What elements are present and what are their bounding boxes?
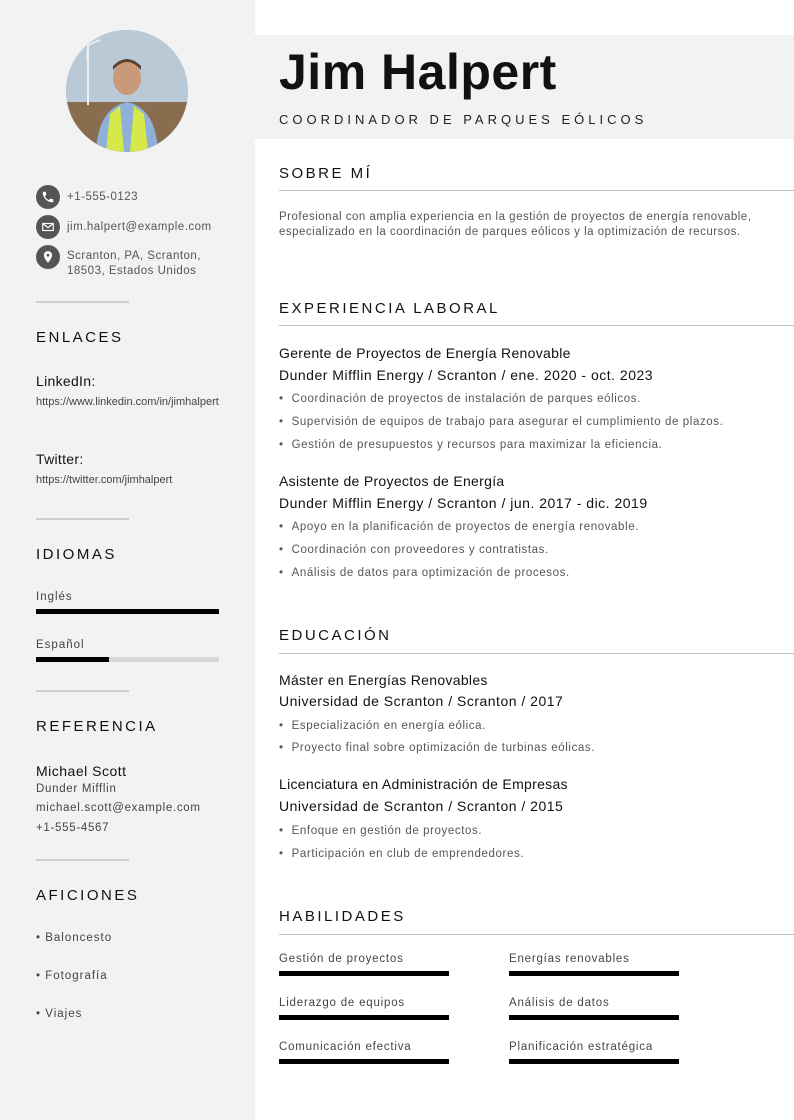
profile-role: COORDINADOR DE PARQUES EÓLICOS (279, 112, 648, 127)
job-bullet: • Apoyo en la planificación de proyectos de energía renovable. (279, 521, 639, 533)
education-subtitle: Universidad de Scranton / Scranton / 2015 (279, 798, 564, 814)
skill-name: Comunicación efectiva (279, 1041, 412, 1053)
job-subtitle: Dunder Mifflin Energy / Scranton / jun. 2017 - dic. 2019 (279, 495, 648, 511)
hobby-item: • Viajes (36, 1008, 83, 1020)
education-subtitle: Universidad de Scranton / Scranton / 2017 (279, 693, 564, 709)
main-content (255, 0, 794, 1120)
sidebar (0, 0, 255, 1120)
skill-level-bar (279, 1015, 449, 1020)
sidebar-divider (36, 301, 129, 303)
hobby-label: Fotografía (45, 970, 108, 982)
hobby-label: Baloncesto (45, 932, 113, 944)
skill-name: Liderazgo de equipos (279, 997, 405, 1009)
location-pin-icon (36, 245, 60, 269)
linkedin-url[interactable]: https://www.linkedin.com/in/jimhalpert (36, 396, 219, 408)
section-rule (279, 653, 794, 654)
skill-name: Energías renovables (509, 953, 630, 965)
section-rule (279, 934, 794, 935)
reference-name: Michael Scott (36, 763, 127, 779)
skill-level-bar (279, 971, 449, 976)
languages-title: IDIOMAS (36, 546, 117, 563)
language-name: Español (36, 639, 85, 651)
skill-level-bar (509, 971, 679, 976)
language-name: Inglés (36, 591, 73, 603)
contact-phone: +1-555-0123 (67, 191, 139, 203)
skill-level-bar (279, 1059, 449, 1064)
profile-photo (66, 30, 188, 152)
job-title: Gerente de Proyectos de Energía Renovable (279, 345, 571, 361)
job-bullet: • Coordinación de proyectos de instalación de parques eólicos. (279, 393, 641, 405)
skill-name: Planificación estratégica (509, 1041, 654, 1053)
education-title-item: Máster en Energías Renovables (279, 672, 488, 688)
skills-title: HABILIDADES (279, 908, 406, 925)
sidebar-divider (36, 859, 129, 861)
education-bullet: • Participación en club de emprendedores. (279, 848, 524, 860)
reference-title: REFERENCIA (36, 718, 158, 735)
email-icon (36, 215, 60, 239)
links-title: ENLACES (36, 329, 124, 346)
education-bullet: • Especialización en energía eólica. (279, 720, 486, 732)
job-title: Asistente de Proyectos de Energía (279, 473, 505, 489)
hobby-label: Viajes (45, 1008, 83, 1020)
sidebar-divider (36, 690, 129, 692)
about-title: SOBRE MÍ (279, 165, 373, 182)
job-bullet: • Supervisión de equipos de trabajo para asegurar el cumplimiento de plazos. (279, 416, 723, 428)
reference-email[interactable]: michael.scott@example.com (36, 802, 201, 814)
profile-name: Jim Halpert (279, 44, 557, 100)
hobby-item: • Baloncesto (36, 932, 113, 944)
education-title-item: Licenciatura en Administración de Empresas (279, 776, 568, 792)
sidebar-divider (36, 518, 129, 520)
experience-title: EXPERIENCIA LABORAL (279, 300, 500, 317)
skill-name: Gestión de proyectos (279, 953, 404, 965)
hobby-item: • Fotografía (36, 970, 108, 982)
language-level-bar (36, 609, 219, 614)
job-bullet: • Gestión de presupuestos y recursos para maximizar la eficiencia. (279, 439, 662, 451)
contact-phone-row (36, 185, 217, 209)
linkedin-label: LinkedIn: (36, 373, 96, 389)
education-title: EDUCACIÓN (279, 627, 392, 644)
phone-icon (36, 185, 60, 209)
job-subtitle: Dunder Mifflin Energy / Scranton / ene. 2020 - oct. 2023 (279, 367, 654, 383)
twitter-url[interactable]: https://twitter.com/jimhalpert (36, 474, 173, 486)
language-level-fill (36, 657, 109, 662)
contact-email-row (36, 215, 217, 239)
education-bullet: • Proyecto final sobre optimización de turbinas eólicas. (279, 742, 595, 754)
twitter-label: Twitter: (36, 451, 84, 467)
skill-level-bar (509, 1015, 679, 1020)
language-level-fill (36, 609, 219, 614)
reference-company: Dunder Mifflin (36, 783, 117, 795)
job-bullet: • Coordinación con proveedores y contratistas. (279, 544, 549, 556)
language-level-bar (36, 657, 219, 662)
skill-name: Análisis de datos (509, 997, 610, 1009)
education-bullet: • Enfoque en gestión de proyectos. (279, 825, 482, 837)
skill-level-bar (509, 1059, 679, 1064)
profile-photo-image (66, 30, 188, 152)
about-text: Profesional con amplia experiencia en la gestión de proyectos de energía renovable, especializado en la coordinación de parques eólicos y la optimización de recursos. (279, 211, 752, 238)
contact-email[interactable]: jim.halpert@example.com (67, 221, 212, 233)
contact-address: Scranton, PA, Scranton, 18503, Estados Unidos (67, 250, 202, 277)
hobbies-title: AFICIONES (36, 887, 140, 904)
contact-address-row (36, 245, 207, 279)
job-bullet: • Análisis de datos para optimización de procesos. (279, 567, 570, 579)
section-rule (279, 190, 794, 191)
section-rule (279, 325, 794, 326)
reference-phone: +1-555-4567 (36, 822, 110, 834)
